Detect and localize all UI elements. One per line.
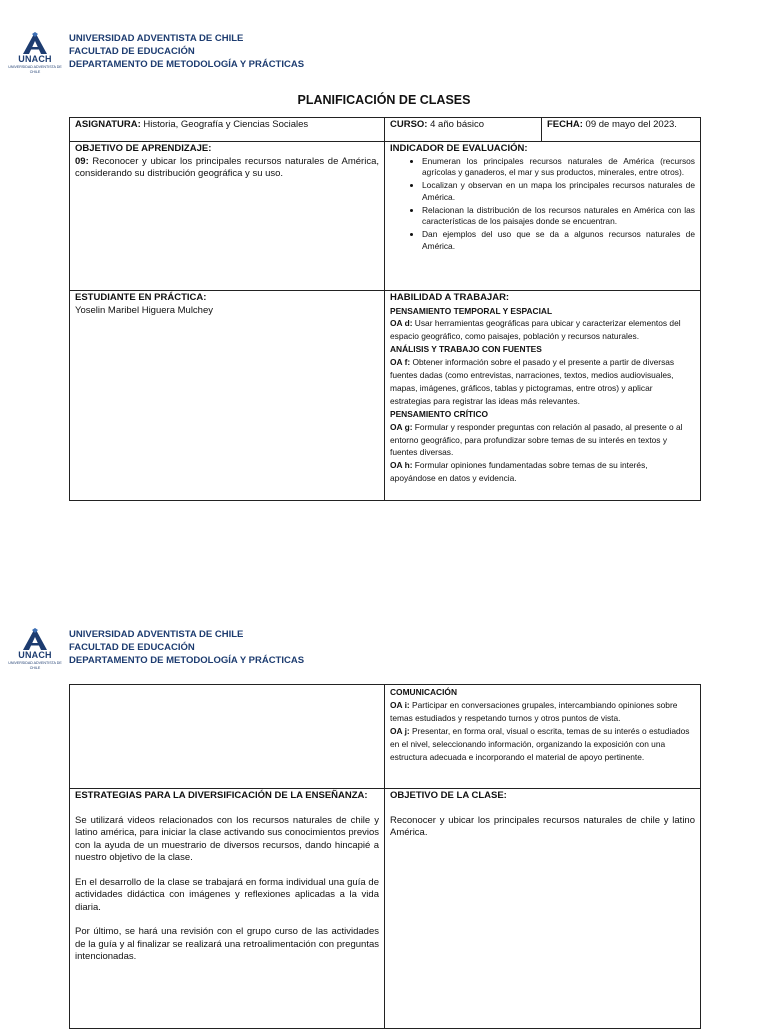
unach-a-icon [21, 628, 49, 650]
page-header [0, 628, 768, 684]
logo-text: UNACH [18, 54, 52, 64]
table-row [70, 291, 701, 501]
objetivo-label: OBJETIVO DE APRENDIZAJE: [75, 143, 212, 154]
university-logo [4, 32, 66, 82]
indicador-cell [385, 142, 701, 291]
planning-table-1 [69, 117, 701, 501]
oa-d-text: OA d: Usar herramientas geográficas para ubicar y caracterizar elementos del espacio geográfico, como paisajes, población y recursos naturales. [390, 318, 681, 342]
fecha-cell: FECHA: 09 de mayo del 2023. [542, 118, 701, 142]
oa-i-text: OA i: Participar en conversaciones grupales, intercambiando opiniones sobre temas estudiados y respetando turnos y otros puntos de vista. [390, 699, 678, 723]
logo-subtext: UNIVERSIDAD ADVENTISTA DE CHILE [8, 65, 62, 74]
habilidad-label: HABILIDAD A TRABAJAR: [390, 292, 510, 303]
estrategias-paragraph: En el desarrollo de la clase se trabajará en forma individual una guía de actividades didáctica con imágenes y reflexiones aplicadas a la vida diaria. [75, 876, 379, 913]
oa-h-text: OA h: Formular opiniones fundamentadas sobre temas de su interés, apoyándose en datos y evidencia. [390, 460, 648, 484]
indicador-list [390, 156, 695, 253]
oa-f-text: OA f: Obtener información sobre el pasado y el presente a partir de diversas fuentes dadas (como entrevistas, narraciones, textos, medios audiovisuales, mapas, imágenes, gráficos, tablas y pictogramas, entre otros) y aplicar estrategias para registrar las ideas más relevantes. [390, 357, 675, 406]
faculty-name: FACULTAD DE EDUCACIÓN [69, 46, 195, 57]
university-logo [4, 628, 66, 678]
page-title: PLANIFICACIÓN DE CLASES [297, 93, 471, 107]
institution-lines [69, 32, 304, 71]
estudiante-label: ESTUDIANTE EN PRÁCTICA: [75, 292, 207, 303]
department-name: DEPARTAMENTO DE METODOLOGÍA Y PRÁCTICAS [69, 655, 305, 666]
comunicacion-cell [385, 685, 701, 789]
list-item: • Localizan y observan en un mapa los principales recursos naturales de América. [422, 180, 695, 204]
university-name: UNIVERSIDAD ADVENTISTA DE CHILE [69, 629, 244, 640]
list-item: • Dan ejemplos del uso que se da a algunos recursos naturales de América. [422, 229, 695, 253]
section-title: PENSAMIENTO TEMPORAL Y ESPACIAL [390, 305, 553, 316]
table-row [70, 142, 701, 291]
logo-text: UNACH [18, 650, 52, 660]
objetivo-cell [70, 142, 385, 291]
objetivo-clase-label: OBJETIVO DE LA CLASE: [390, 790, 507, 801]
asignatura-cell: ASIGNATURA: Historia, Geografía y Ciencias Sociales [70, 118, 385, 142]
table-row [70, 685, 701, 789]
objetivo-clase-cell [385, 789, 701, 1029]
department-name: DEPARTAMENTO DE METODOLOGÍA Y PRÁCTICAS [69, 59, 305, 70]
empty-cell [70, 685, 385, 789]
objetivo-clase-text: Reconocer y ubicar los principales recursos naturales de chile y latino América. [390, 814, 695, 838]
page-header [0, 32, 768, 88]
habilidad-cell [385, 291, 701, 501]
table-row [70, 118, 701, 142]
estudiante-name: Yoselin Maribel Higuera Mulchey [75, 304, 213, 316]
oa-g-text: OA g: Formular y responder preguntas con relación al pasado, al presente o al entorno geográfico, para profundizar sobre temas de su interés en textos y fuentes diversas. [390, 421, 683, 458]
estrategias-paragraph: Se utilizará videos relacionados con los recursos naturales de chile y latino américa, para iniciar la clase activando sus conocimientos previos con la ayuda de un muestrario de diversos recursos, dando hincapié a nuestro objetivo de la clase. [75, 814, 379, 863]
university-name: UNIVERSIDAD ADVENTISTA DE CHILE [69, 33, 244, 44]
indicador-label: INDICADOR DE EVALUACIÓN: [390, 143, 528, 154]
table-row [70, 789, 701, 1029]
institution-lines [69, 628, 304, 667]
section-title: COMUNICACIÓN [390, 687, 457, 697]
planning-table-2 [69, 684, 701, 1029]
logo-subtext: UNIVERSIDAD ADVENTISTA DE CHILE [8, 661, 62, 670]
estrategias-label: ESTRATEGIAS PARA LA DIVERSIFICACIÓN DE LA ENSEÑANZA: [75, 790, 368, 801]
section-title: PENSAMIENTO CRÍTICO [390, 408, 489, 419]
oa-j-text: OA j: Presentar, en forma oral, visual o escrita, temas de su interés o estudiados en el nivel, seleccionando información, organizando la exposición con una estructura adecuada e incorporando el material de apoyo pertinente. [390, 725, 690, 762]
objetivo-text: 09: Reconocer y ubicar los principales recursos naturales de América, considerando su distribución geográfica y su uso. [75, 155, 379, 179]
estrategias-paragraph: Por último, se hará una revisión con el grupo curso de las actividades de la guía y al finalizar se realizará una retroalimentación con preguntas intencionadas. [75, 926, 379, 962]
curso-cell: CURSO: 4 año básico [385, 118, 542, 142]
list-item: • Relacionan la distribución de los recursos naturales en América con las características de los paisajes donde se encuentran. [422, 205, 695, 229]
faculty-name: FACULTAD DE EDUCACIÓN [69, 642, 195, 653]
estudiante-cell [70, 291, 385, 501]
section-title: ANÁLISIS Y TRABAJO CON FUENTES [390, 344, 542, 355]
estrategias-cell [70, 789, 385, 1029]
list-item: • Enumeran los principales recursos naturales de América (recursos agrícolas y ganaderos, el mar y sus productos, minerales, entre otros). [422, 156, 695, 180]
unach-a-icon [21, 32, 49, 54]
